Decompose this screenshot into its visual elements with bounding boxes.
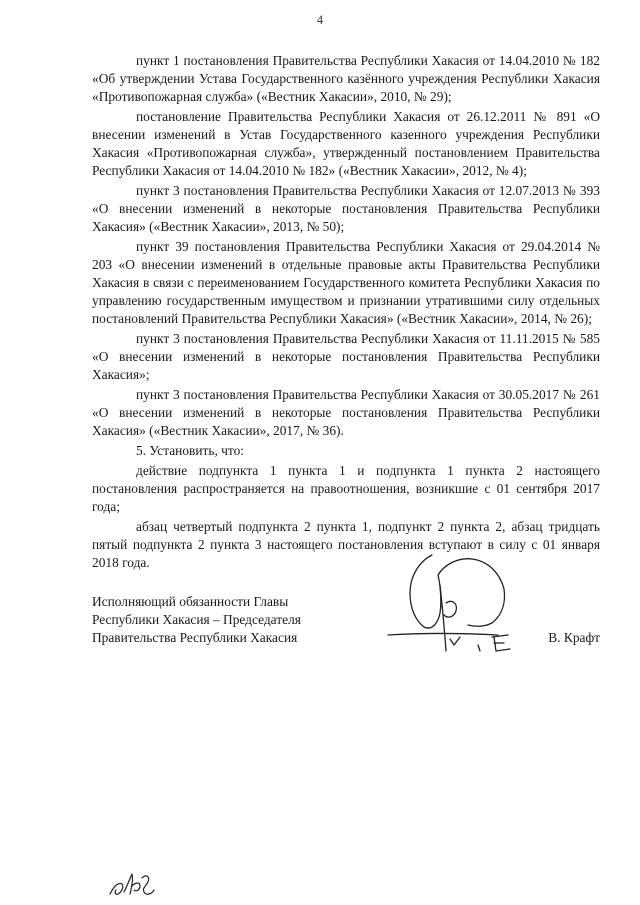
signer-title-line: Исполняющий обязанности Главы xyxy=(92,594,289,609)
signer-title xyxy=(92,593,352,647)
paragraph: действие подпункта 1 пункта 1 и подпункта 1 пункта 2 настоящего постановления распространяется на правоотношения, возникшие с 01 сентября 2017 года; xyxy=(92,463,600,514)
paragraph: абзац четвертый подпункта 2 пункта 1, подпункт 2 пункта 2, абзац тридцать пятый подпункта 2 пункта 3 настоящего постановления вступают в силу с 01 января 2018 года. xyxy=(92,519,600,570)
handwritten-signature xyxy=(380,553,530,665)
paragraph: пункт 3 постановления Правительства Республики Хакасия от 12.07.2013 № 393 «О внесении изменений в некоторые постановления Правительства Республики Хакасия» («Вестник Хакасии», 2013, № 50); xyxy=(92,183,600,234)
paragraph: пункт 1 постановления Правительства Республики Хакасия от 14.04.2010 № 182 «Об утверждении Устава Государственного казённого учреждения Республики Хакасия «Противопожарная служба» («Вестник Хакасии», 2010, № 29); xyxy=(92,53,600,104)
paragraph: пункт 39 постановления Правительства Республики Хакасия от 29.04.2014 № 203 «О внесении изменений в отдельные правовые акты Правительства Республики Хакасия в связи с переименованием Государственного комитета Республики Хакасия по управлению государственным имуществом и признании утратившими силу отдельных постановлений Правительства Республики Хакасия» («Вестник Хакасии», 2014, № 26); xyxy=(92,239,600,326)
paragraph: 5. Установить, что: xyxy=(136,443,244,458)
signer-title-line: Правительства Республики Хакасия xyxy=(92,630,298,645)
paragraph: пункт 3 постановления Правительства Республики Хакасия от 11.11.2015 № 585 «О внесении изменений в некоторые постановления Правительства Республики Хакасия»; xyxy=(92,331,600,382)
signature-stroke-hook xyxy=(444,601,456,617)
signature-stroke-e xyxy=(492,635,510,651)
handwritten-initials xyxy=(108,868,156,902)
paragraph: пункт 3 постановления Правительства Республики Хакасия от 30.05.2017 № 261 «О внесении изменений в некоторые постановления Правительства Республики Хакасия» («Вестник Хакасии», 2017, № 36). xyxy=(92,387,600,438)
signer-title-line: Республики Хакасия – Председателя xyxy=(92,612,301,627)
signature-stroke-stem xyxy=(440,585,446,651)
document-body xyxy=(92,52,600,574)
signature-stroke-dash xyxy=(478,645,480,651)
page-number: 4 xyxy=(316,13,324,27)
signature-stroke-tail xyxy=(450,637,460,645)
signer-name: В. Крафт xyxy=(548,630,600,645)
signature-stroke-loop xyxy=(410,555,505,628)
signature-stroke-baseline xyxy=(388,634,498,636)
paragraph: постановление Правительства Республики Хакасия от 26.12.2011 № 891 «О внесении изменений в Устав Государственного казенного учреждения Республики Хакасия «Противопожарная служба», утвержденный постановлением Правительства Республики Хакасия от 14.04.2010 № 182» («Вестник Хакасии», 2012, № 4); xyxy=(92,109,600,178)
